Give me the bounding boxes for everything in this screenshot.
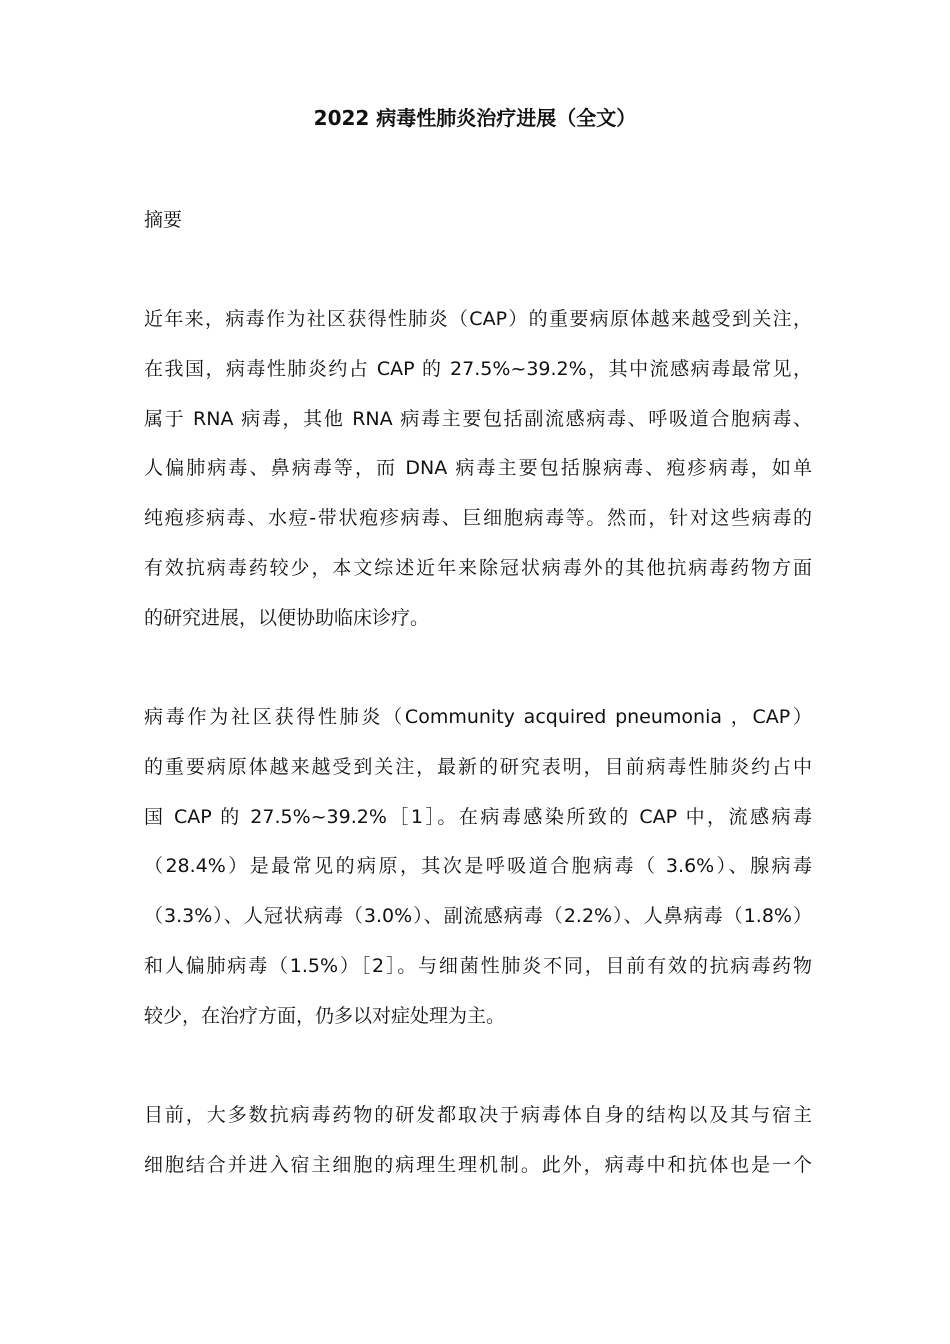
paragraph-line: 的重要病原体越来越受到关注，最新的研究表明，目前病毒性肺炎约占中 — [144, 755, 812, 778]
paragraph-line: 的研究进展，以便协助临床诊疗。 — [144, 606, 430, 629]
paragraph-line: 目前，大多数抗病毒药物的研发都取决于病毒体自身的结构以及其与宿主 — [144, 1104, 812, 1126]
paragraph-line: 国 CAP 的 27.5%~39.2%［1］。在病毒感染所致的 CAP 中，流感病毒 — [144, 805, 812, 828]
paragraph-line: 有效抗病毒药较少，本文综述近年来除冠状病毒外的其他抗病毒药物方面 — [144, 556, 812, 579]
paragraph-line: 病毒作为社区获得性肺炎（Community acquired pneumonia ，CAP） — [144, 706, 812, 728]
paragraph-1 — [144, 295, 812, 644]
paragraph-2 — [144, 693, 812, 1042]
paragraph-line: 属于 RNA 病毒，其他 RNA 病毒主要包括副流感病毒、呼吸道合胞病毒、 — [144, 407, 812, 430]
paragraph-line: （28.4%）是最常见的病原，其次是呼吸道合胞病毒（ 3.6%）、腺病毒 — [144, 855, 812, 878]
paragraph-line: 在我国，病毒性肺炎约占 CAP 的 27.5%~39.2%，其中流感病毒最常见， — [144, 357, 812, 380]
document-title: 2022 病毒性肺炎治疗进展（全文） — [313, 106, 637, 130]
paragraph-line: 细胞结合并进入宿主细胞的病理生理机制。此外，病毒中和抗体也是一个 — [144, 1153, 812, 1176]
paragraph-line: 近年来，病毒作为社区获得性肺炎（CAP）的重要病原体越来越受到关注， — [144, 308, 812, 330]
paragraph-3 — [144, 1091, 812, 1191]
abstract-heading: 摘要 — [144, 209, 183, 231]
paragraph-line: （3.3%）、人冠状病毒（3.0%）、副流感病毒（2.2%）、人鼻病毒（1.8%） — [144, 905, 812, 928]
paragraph-line: 人偏肺病毒、鼻病毒等，而 DNA 病毒主要包括腺病毒、疱疹病毒，如单 — [144, 457, 812, 480]
paragraph-line: 较少，在治疗方面，仍多以对症处理为主。 — [144, 1004, 506, 1027]
paragraph-line: 和人偏肺病毒（1.5%）［2］。与细菌性肺炎不同，目前有效的抗病毒药物 — [144, 954, 812, 977]
paragraph-line: 纯疱疹病毒、水痘-带状疱疹病毒、巨细胞病毒等。然而，针对这些病毒的 — [144, 507, 812, 530]
